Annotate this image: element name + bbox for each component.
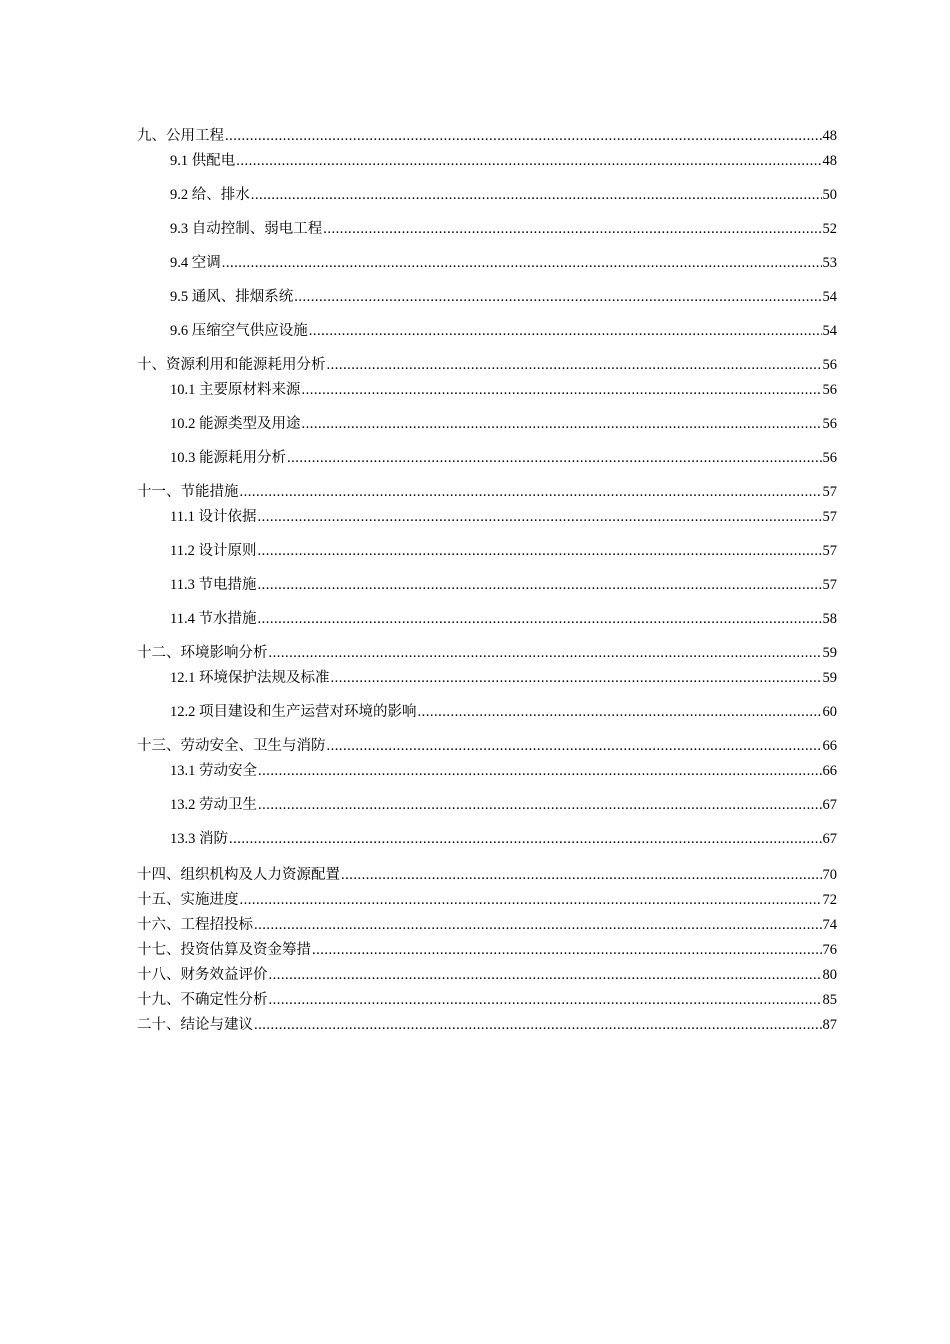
toc-entry[interactable] [137,321,837,341]
toc-entry-title: 十五、实施进度 [137,892,239,908]
toc-entry-page: 50 [822,187,837,203]
toc-entry-page: 66 [822,763,837,779]
toc-leader-dots [331,668,822,688]
toc-leader-dots [418,702,822,722]
toc-leader-dots [294,287,821,307]
toc-entry-page: 57 [822,484,837,500]
toc-entry[interactable] [137,829,837,849]
toc-entry[interactable] [137,643,837,663]
toc-entry[interactable] [137,414,837,434]
toc-leader-dots [287,448,822,468]
toc-entry-title: 十一、节能措施 [137,484,239,500]
toc-entry-page: 72 [822,892,837,908]
toc-entry[interactable] [137,126,837,146]
toc-entry-page: 53 [822,255,837,271]
toc-entry[interactable] [137,990,837,1010]
toc-entry-title: 11.1 设计依据 [170,509,257,525]
toc-leader-dots [257,609,821,629]
toc-entry-title: 11.4 节水措施 [170,611,257,627]
toc-entry-title: 12.1 环境保护法规及标准 [170,670,330,686]
toc-leader-dots [236,151,821,171]
toc-entry[interactable] [137,761,837,781]
toc-entry-page: 57 [822,577,837,593]
toc-entry-page: 52 [822,221,837,237]
toc-entry[interactable] [137,702,837,722]
toc-entry-page: 56 [822,416,837,432]
toc-entry-page: 66 [822,738,837,754]
toc-entry[interactable] [137,185,837,205]
toc-leader-dots [323,219,821,239]
toc-entry-title: 11.3 节电措施 [170,577,257,593]
toc-entry-title: 11.2 设计原则 [170,543,257,559]
toc-entry[interactable] [137,219,837,239]
toc-entry-page: 74 [822,917,837,933]
toc-leader-dots [258,795,822,815]
toc-entry[interactable] [137,965,837,985]
toc-leader-dots [254,915,822,935]
toc-entry-page: 60 [822,704,837,720]
toc-entry-title: 9.6 压缩空气供应设施 [170,323,308,339]
toc-entry[interactable] [137,541,837,561]
toc-entry-page: 58 [822,611,837,627]
toc-leader-dots [309,321,822,341]
toc-leader-dots [222,253,822,273]
toc-entry-page: 85 [822,992,837,1008]
toc-leader-dots [269,990,822,1010]
toc-entry[interactable] [137,448,837,468]
toc-entry[interactable] [137,736,837,756]
toc-entry[interactable] [137,865,837,885]
toc-leader-dots [257,575,821,595]
toc-entry-title: 10.1 主要原材料来源 [170,382,301,398]
toc-entry-title: 十、资源利用和能源耗用分析 [137,357,326,373]
toc-entry[interactable] [137,151,837,171]
toc-leader-dots [258,761,822,781]
toc-entry-page: 56 [822,382,837,398]
toc-leader-dots [229,829,822,849]
toc-entry[interactable] [137,1015,837,1035]
toc-leader-dots [302,414,822,434]
toc-entry-page: 70 [822,867,837,883]
toc-entry-title: 十七、投资估算及资金筹措 [137,942,311,958]
toc-entry-title: 十六、工程招投标 [137,917,253,933]
toc-entry-title: 九、公用工程 [137,128,224,144]
toc-entry-page: 67 [822,831,837,847]
toc-entry-page: 80 [822,967,837,983]
toc-leader-dots [254,1015,822,1035]
toc-entry-title: 10.2 能源类型及用途 [170,416,301,432]
toc-entry-page: 87 [822,1017,837,1033]
toc-entry-title: 二十、结论与建议 [137,1017,253,1033]
toc-leader-dots [327,355,822,375]
toc-entry-title: 十八、财务效益评价 [137,967,268,983]
toc-entry[interactable] [137,253,837,273]
toc-leader-dots [269,965,822,985]
toc-entry[interactable] [137,575,837,595]
toc-entry-title: 十四、组织机构及人力资源配置 [137,867,340,883]
toc-entry[interactable] [137,940,837,960]
toc-entry-page: 48 [822,128,837,144]
toc-leader-dots [327,736,822,756]
toc-leader-dots [257,541,821,561]
toc-entry-title: 9.3 自动控制、弱电工程 [170,221,323,237]
toc-entry-title: 9.5 通风、排烟系统 [170,289,294,305]
toc-entry-page: 59 [822,670,837,686]
toc-entry-page: 54 [822,323,837,339]
toc-entry-title: 13.1 劳动安全 [170,763,257,779]
toc-leader-dots [302,380,822,400]
toc-entry-page: 59 [822,645,837,661]
toc-entry[interactable] [137,380,837,400]
toc-entry[interactable] [137,915,837,935]
toc-entry-title: 9.1 供配电 [170,153,236,169]
toc-entry[interactable] [137,795,837,815]
toc-entry-title: 9.2 给、排水 [170,187,250,203]
toc-entry-page: 57 [822,543,837,559]
toc-entry-page: 56 [822,450,837,466]
toc-leader-dots [240,482,822,502]
toc-leader-dots [269,643,822,663]
toc-leader-dots [240,890,822,910]
toc-entry-page: 54 [822,289,837,305]
toc-entry-title: 13.2 劳动卫生 [170,797,257,813]
toc-entry[interactable] [137,668,837,688]
toc-entry-page: 57 [822,509,837,525]
toc-entry-page: 56 [822,357,837,373]
toc-leader-dots [312,940,822,960]
toc-leader-dots [251,185,822,205]
toc-leader-dots [341,865,822,885]
toc-entry-title: 13.3 消防 [170,831,228,847]
toc-entry-page: 48 [822,153,837,169]
toc-entry[interactable] [137,482,837,502]
toc-entry-title: 十九、不确定性分析 [137,992,268,1008]
toc-entry[interactable] [137,507,837,527]
toc-entry-title: 12.2 项目建设和生产运营对环境的影响 [170,704,417,720]
toc-leader-dots [257,507,821,527]
toc-entry-title: 十二、环境影响分析 [137,645,268,661]
toc-entry[interactable] [137,355,837,375]
toc-entry[interactable] [137,890,837,910]
toc-entry-title: 9.4 空调 [170,255,221,271]
toc-entry-title: 十三、劳动安全、卫生与消防 [137,738,326,754]
toc-entry[interactable] [137,287,837,307]
toc-leader-dots [225,126,822,146]
toc-entry-title: 10.3 能源耗用分析 [170,450,286,466]
toc-entry-page: 76 [822,942,837,958]
toc-entry-page: 67 [822,797,837,813]
toc-entry[interactable] [137,609,837,629]
